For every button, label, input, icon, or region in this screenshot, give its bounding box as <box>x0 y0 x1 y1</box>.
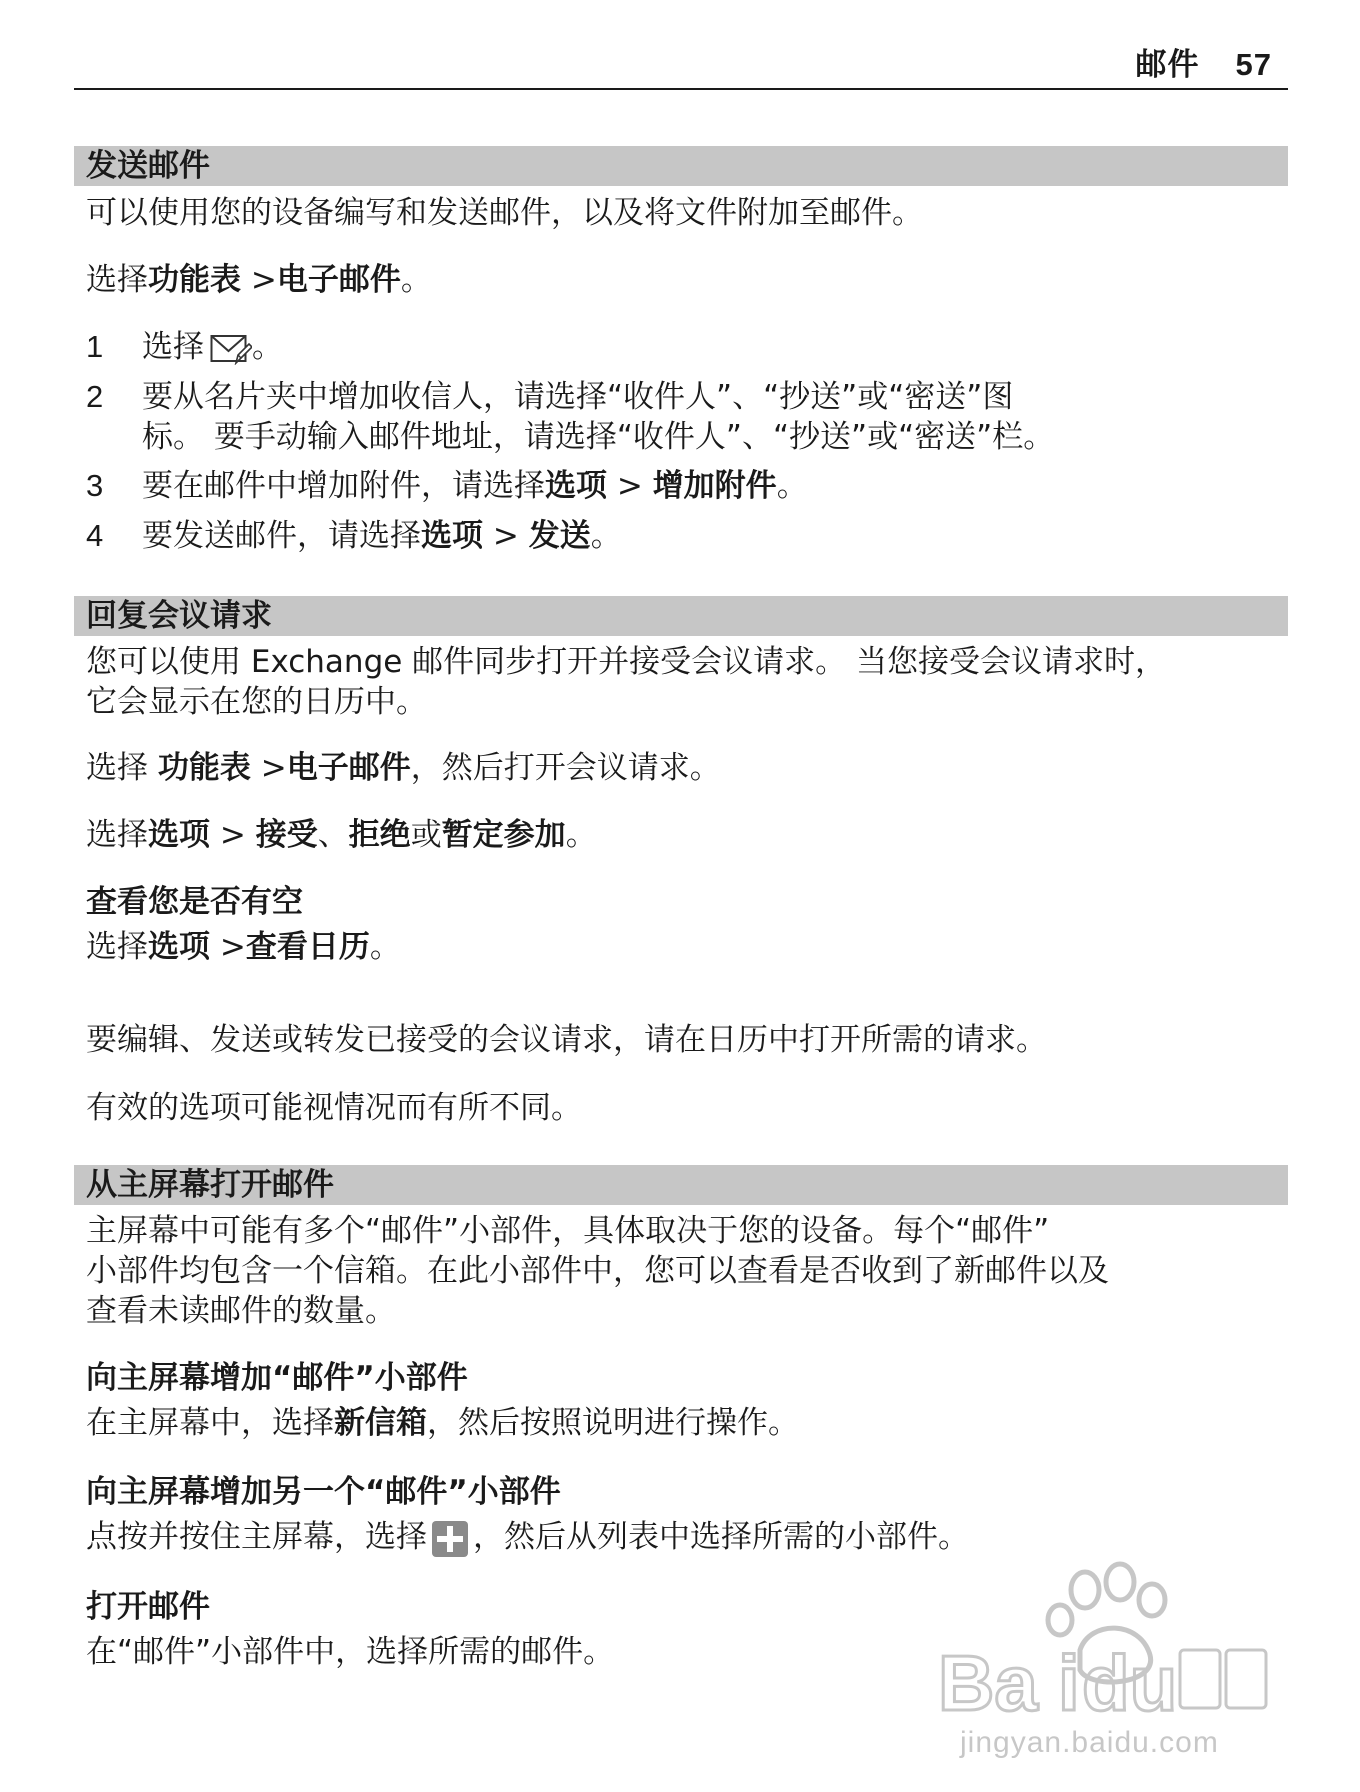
menu-label: 新信箱 <box>334 1405 427 1441</box>
page-number: 57 <box>1235 47 1272 82</box>
step-3 <box>86 466 808 506</box>
menu-label: 接受 <box>255 817 318 853</box>
menu-label: 选项 <box>421 518 483 554</box>
text: 在主屏幕中，选择 <box>86 1405 334 1441</box>
step-text: 要在邮件中增加附件，请选择 <box>142 468 545 504</box>
add-widget-text <box>86 1403 799 1443</box>
text: 选择 <box>86 262 148 298</box>
step-number: 2 <box>86 379 104 414</box>
open-mail-text: 在“邮件”小部件中，选择所需的邮件。 <box>86 1634 615 1670</box>
step-text: 要从名片夹中增加收信人，请选择“收件人”、“抄送”或“密送”图 <box>142 379 1014 415</box>
separator: > <box>210 929 246 965</box>
text: ，然后按照说明进行操作。 <box>427 1405 799 1441</box>
separator: > <box>607 468 653 504</box>
step-number: 4 <box>86 518 104 553</box>
svg-text:Ba: Ba <box>938 1639 1038 1727</box>
watermark-url: jingyan.baidu.com <box>960 1726 1219 1759</box>
text: 选择 <box>86 750 158 786</box>
section-heading-homescreen: 从主屏幕打开邮件 <box>74 1165 1288 1205</box>
homescreen-intro-3: 查看未读邮件的数量。 <box>86 1293 396 1329</box>
text: 选择 <box>86 929 148 965</box>
homescreen-intro-1: 主屏幕中可能有多个“邮件”小部件，具体取决于您的设备。每个“邮件” <box>86 1213 1050 1249</box>
text: 选择 <box>86 817 148 853</box>
step-number: 3 <box>86 468 104 503</box>
menu-label: 电子邮件 <box>276 262 401 298</box>
separator: > <box>241 262 277 298</box>
separator: > <box>250 750 287 786</box>
menu-label: 发送 <box>528 518 591 554</box>
menu-label: 选项 <box>148 929 210 965</box>
add-another-widget-text <box>86 1517 969 1558</box>
step-2-cont: 标。 要手动输入邮件地址，请选择“收件人”、“抄送”或“密送”栏。 <box>142 419 1055 455</box>
menu-label: 功能表 <box>148 262 241 298</box>
menu-label: 暂定参加 <box>441 817 566 853</box>
menu-label: 拒绝 <box>348 817 411 853</box>
subheading-availability: 查看您是否有空 <box>86 884 303 920</box>
text: 。 <box>565 817 597 853</box>
text: 。 <box>369 929 401 965</box>
menu-label: 选项 <box>148 817 210 853</box>
watermark <box>930 1560 1270 1770</box>
header-text <box>1136 39 1272 84</box>
meeting-intro-1: 您可以使用 Exchange 邮件同步打开并接受会议请求。 当您接受会议请求时， <box>86 644 1167 680</box>
section-heading-meeting: 回复会议请求 <box>74 596 1288 636</box>
add-widget-icon <box>431 1520 469 1558</box>
subheading-add-widget: 向主屏幕增加“邮件”小部件 <box>86 1360 468 1396</box>
meeting-options <box>86 815 597 855</box>
availability-path <box>86 927 401 967</box>
step-4 <box>86 516 622 556</box>
text: ，然后从列表中选择所需的小部件。 <box>473 1519 969 1555</box>
separator: > <box>210 817 256 853</box>
send-intro: 可以使用您的设备编写和发送邮件，以及将文件附加至邮件。 <box>86 195 923 231</box>
step-1 <box>86 327 283 367</box>
separator: > <box>483 518 529 554</box>
text: 。 <box>590 518 622 554</box>
menu-label: 选项 <box>545 468 607 504</box>
step-text: 。 <box>252 329 283 365</box>
menu-label: 增加附件 <box>652 468 777 504</box>
meeting-options-note: 有效的选项可能视情况而有所不同。 <box>86 1090 582 1126</box>
menu-label: 功能表 <box>157 750 251 786</box>
chapter-title: 邮件 <box>1135 47 1200 83</box>
paw-logo-icon <box>930 1560 1270 1730</box>
step-text: 选择 <box>142 329 204 365</box>
text: ，然后打开会议请求。 <box>410 750 721 786</box>
subheading-add-another-widget: 向主屏幕增加另一个“邮件”小部件 <box>86 1474 561 1510</box>
menu-label: 查看日历 <box>245 929 370 965</box>
subheading-open-mail: 打开邮件 <box>86 1589 210 1625</box>
text: 、 <box>317 817 349 853</box>
text: 点按并按住主屏幕，选择 <box>86 1519 427 1555</box>
meeting-path <box>86 748 721 788</box>
text: 。 <box>400 262 432 298</box>
meeting-edit-note: 要编辑、发送或转发已接受的会议请求，请在日历中打开所需的请求。 <box>86 1022 1047 1058</box>
step-text: 要发送邮件，请选择 <box>142 518 421 554</box>
compose-mail-icon <box>210 333 252 365</box>
send-path <box>86 260 432 300</box>
menu-label: 电子邮件 <box>286 750 411 786</box>
running-header <box>74 40 1288 90</box>
step-number: 1 <box>86 329 104 364</box>
step-2 <box>86 377 1013 417</box>
homescreen-intro-2: 小部件均包含一个信箱。在此小部件中，您可以查看是否收到了新邮件以及 <box>86 1253 1109 1289</box>
meeting-intro-2: 它会显示在您的日历中。 <box>86 684 427 720</box>
text: 。 <box>776 468 808 504</box>
section-heading-send: 发送邮件 <box>74 146 1288 186</box>
svg-text:i: i <box>1058 1639 1080 1727</box>
svg-text:du: du <box>1082 1639 1178 1727</box>
text: 或 <box>410 817 442 853</box>
